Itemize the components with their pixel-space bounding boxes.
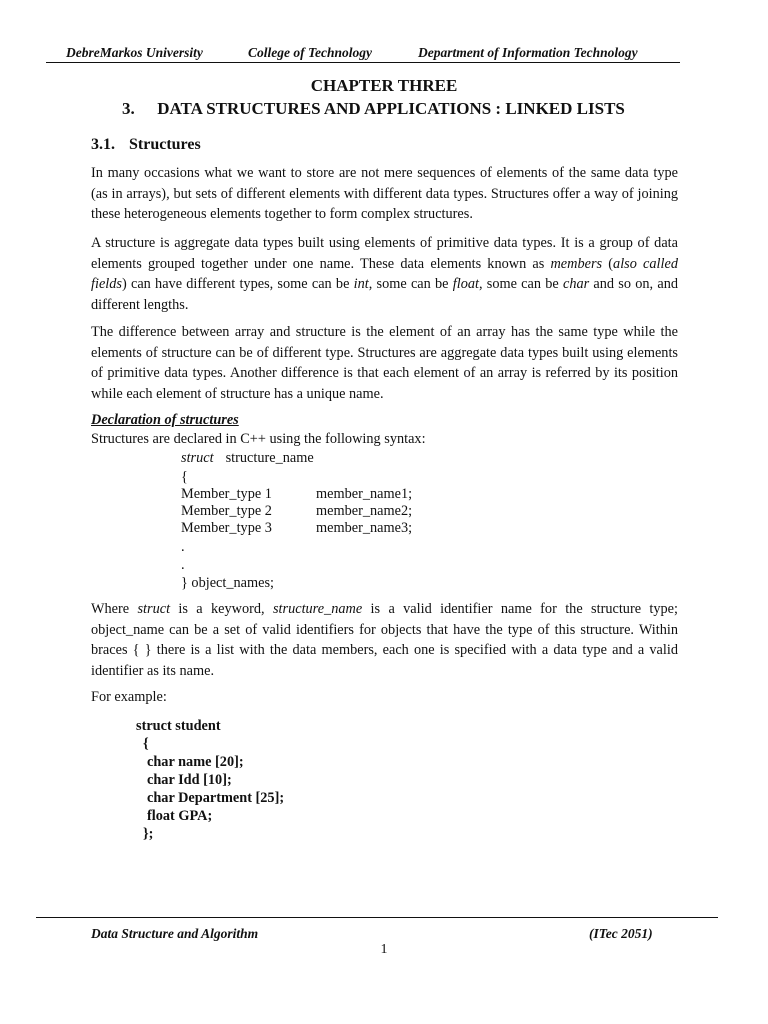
example-code-line: char name [20];	[147, 754, 244, 770]
term-float: float	[452, 276, 479, 292]
syntax-ellipsis-dot: .	[181, 539, 185, 555]
syntax-member-type-3: Member_type 3	[181, 520, 272, 536]
example-code-line: struct student	[136, 718, 221, 734]
syntax-open-brace: {	[181, 469, 188, 485]
header-department: Department of Information Technology	[418, 45, 638, 60]
chapter-number: 3.	[122, 99, 135, 118]
section-title: Structures	[129, 136, 201, 153]
term-members: members	[550, 255, 603, 272]
syntax-member-type-1: Member_type 1	[181, 486, 272, 502]
term-also-called-fields: also called fields	[91, 255, 678, 292]
footer-rule	[36, 917, 718, 918]
chapter-title	[122, 99, 625, 119]
example-code-line: {	[143, 736, 149, 752]
header-university: DebreMarkos University	[66, 45, 203, 60]
paragraph-2: A structure is aggregate data types built using elements of primitive data types. It is a group of data elements grouped together under one name. These data elements known as members (also called fields) can have different types, some can be int, some can be float, some can be char and so on, and different lengths.	[91, 235, 678, 313]
syntax-member-name-2: member_name2;	[316, 503, 413, 519]
declaration-intro: Structures are declared in C++ using the following syntax:	[91, 431, 426, 447]
paragraph-3: The difference between array and structure is the element of an array has the same type while the elements of structure can be of different type. Structures are aggregate data types built using elements of primitive data types. Another difference is that each element of an array is referred by its position while each element of structure has a unique name.	[91, 324, 678, 402]
section-number: 3.1.	[91, 136, 115, 153]
footer-code: (ITec 2051)	[589, 926, 653, 941]
syntax-struct-line	[181, 450, 314, 467]
syntax-member-type-2: Member_type 2	[181, 503, 272, 519]
syntax-struct-name: structure_name	[225, 450, 314, 466]
term-int: int	[353, 276, 369, 292]
syntax-struct-keyword: struct	[181, 450, 214, 466]
declaration-heading: Declaration of structures	[91, 412, 239, 428]
syntax-ellipsis-dot: .	[181, 557, 185, 573]
paragraph-4: Where struct is a keyword, structure_name is a valid identifier name for the structure type; object_name can be a set of valid identifiers for objects that have the type of this structure. Within braces { } there is a list with the data members, each one is specified with a data type and a valid identifier as its name.	[91, 601, 678, 679]
footer-course: Data Structure and Algorithm	[91, 926, 259, 941]
paragraph-1: In many occasions what we want to store are not mere sequences of elements of the same data type (as in arrays), but sets of different elements with different data types. Structures offer a way of joining these heterogeneous elements together to form complex structures.	[91, 165, 678, 222]
example-label: For example:	[91, 689, 167, 705]
chapter-label: CHAPTER THREE	[310, 76, 458, 95]
syntax-close-line: } object_names;	[181, 575, 275, 591]
term-struct: struct	[137, 601, 171, 617]
header-rule	[46, 62, 680, 63]
term-structure-name: structure_name	[272, 601, 363, 617]
header-college: College of Technology	[248, 45, 372, 60]
section-heading	[91, 136, 201, 154]
example-code-line: };	[143, 826, 154, 842]
syntax-member-name-1: member_name1;	[316, 486, 413, 502]
syntax-member-name-3: member_name3;	[316, 520, 413, 536]
page-number: 1	[380, 942, 388, 957]
chapter-title-text: DATA STRUCTURES AND APPLICATIONS : LINKED LISTS	[157, 99, 625, 118]
example-code-line: char Idd [10];	[147, 772, 232, 788]
term-char: char	[562, 276, 590, 292]
example-code-line: char Department [25];	[147, 790, 285, 806]
example-code-line: float GPA;	[147, 808, 213, 824]
